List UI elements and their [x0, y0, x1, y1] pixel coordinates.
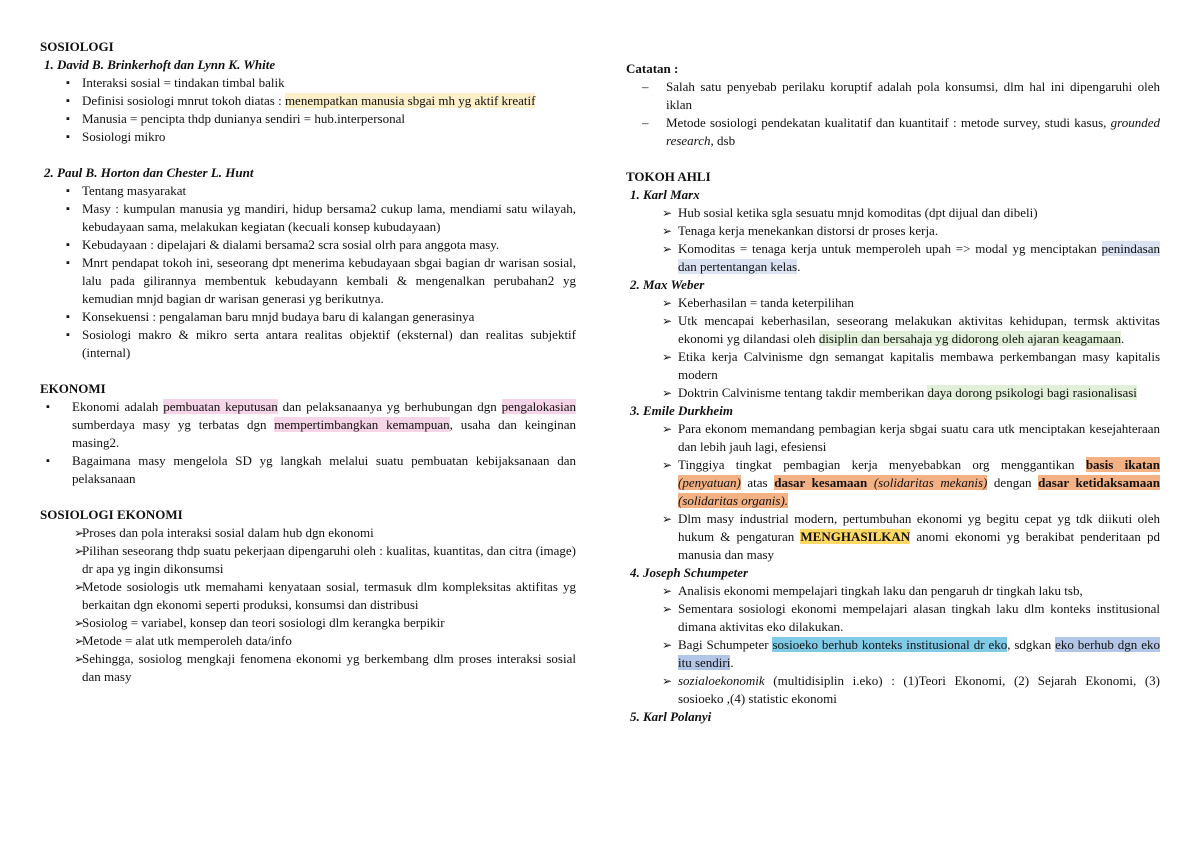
- list-item: ➢ Hub sosial ketika sgla sesuatu mnjd komoditas (dpt dijual dan dibeli): [626, 204, 1160, 222]
- list-item: ▪ Ekonomi adalah pembuatan keputusan dan pelaksanaanya yg berhubungan dgn pengalokasian sumberdaya masy yg terbatas dgn mempertimbangkan kemampuan, usaha dan keinginan masing2.: [40, 398, 576, 452]
- durkheim-list: [626, 420, 1160, 564]
- list-item: ➢ Tinggiya tingkat pembagian kerja menyebabkan org menggantikan basis ikatan (penyatuan) atas dasar kesamaan (solidaritas mekanis) dengan dasar ketidaksamaan (solidaritas organis).: [626, 456, 1160, 510]
- weber-list: [626, 294, 1160, 402]
- highlight-blue: eko berhub dgn eko itu sendiri: [678, 637, 1160, 670]
- list-item: ➢ Doktrin Calvinisme tentang takdir memberikan daya dorong psikologi bagi rasionalisasi: [626, 384, 1160, 402]
- list-item: ▪ Sosiologi makro & mikro serta antara realitas objektif (eksternal) dan realitas subjektif (internal): [40, 326, 576, 362]
- list-item: ▪ Kebudayaan : dipelajari & dialami bersama2 scra sosial olrh para anggota masy.: [40, 236, 576, 254]
- list-item: ▪ Sosiologi mikro: [40, 128, 576, 146]
- horton-list: [40, 182, 576, 362]
- list-item: ➢ sozialoekonomik (multidisiplin i.eko) : (1)Teori Ekonomi, (2) Sejarah Ekonomi, (3) sosioeko ,(4) statistic ekonomi: [626, 672, 1160, 708]
- list-item: ➢ Komoditas = tenaga kerja untuk memperoleh upah => modal yg menciptakan penindasan dan pertentangan kelas.: [626, 240, 1160, 276]
- section-title-ekonomi: EKONOMI: [40, 381, 106, 396]
- highlight-yellow: menempatkan manusia sbgai mh yg aktif kreatif: [284, 93, 536, 108]
- list-item: ➢ Sehingga, sosiolog mengkaji fenomena ekonomi yg berkembang dlm proses interaksi sosial dan masy: [40, 650, 576, 686]
- list-item: ➢ Para ekonom memandang pembagian kerja sbgai suatu cara utk menciptakan kesejahteraan dan lebih jauh lagi, efesiensi: [626, 420, 1160, 456]
- highlight-pink: mempertimbangkan kemampuan: [274, 417, 450, 432]
- list-item: ▪ Tentang masyarakat: [40, 182, 576, 200]
- list-item: ➢ Analisis ekonomi mempelajari tingkah laku dan pengaruh dr tingkah laku tsb,: [626, 582, 1160, 600]
- subsection-title-brinkerhoft: 1. David B. Brinkerhoft dan Lynn K. White: [44, 57, 276, 72]
- subsection-title-durkheim: 3. Emile Durkheim: [630, 403, 733, 418]
- list-item: ➢ Proses dan pola interaksi sosial dalam hub dgn ekonomi: [40, 524, 576, 542]
- list-item: ➢ Metode sosiologis utk memahami kenyataan sosial, termasuk dlm kompleksitas aktifitas yg berkaitan dgn ekonomi seperti produksi, konsumsi dan distribusi: [40, 578, 576, 614]
- highlight-cyan: sosioeko berhub konteks institusional dr eko: [772, 637, 1008, 652]
- highlight-pink: pembuatan keputusan: [163, 399, 278, 414]
- highlight-orange: dasar ketidaksamaan (solidaritas organis).: [678, 475, 1161, 508]
- catatan-title: Catatan :: [626, 61, 679, 76]
- subsection-title-schumpeter: 4. Joseph Schumpeter: [630, 565, 749, 580]
- right-column: [626, 60, 1160, 726]
- ekonomi-list: [40, 398, 576, 488]
- list-item: ▪ Definisi sosiologi mnrut tokoh diatas : menempatkan manusia sbgai mh yg aktif kreatif: [40, 92, 576, 110]
- list-item: – Metode sosiologi pendekatan kualitatif dan kuantitaif : metode survey, studi kasus, grounded research, dsb: [626, 114, 1160, 150]
- section-title-tokoh-ahli: TOKOH AHLI: [626, 169, 711, 184]
- subsection-title-weber: 2. Max Weber: [630, 277, 705, 292]
- highlight-pink: pengalokasian: [501, 399, 576, 414]
- highlight-gold: MENGHASILKAN: [800, 529, 911, 544]
- brinkerhoft-list: [40, 74, 576, 146]
- list-item: ➢ Sementara sosiologi ekonomi mempelajari alasan tingkah laku dlm konteks institusional dimana aktivitas eko dilakukan.: [626, 600, 1160, 636]
- list-item: ➢ Dlm masy industrial modern, pertumbuhan ekonomi yg begitu cepat yg tdk diikuti oleh hukum & pengaturan MENGHASILKAN anomi ekonomi yg berakibat penderitaan pd manusia dan masy: [626, 510, 1160, 564]
- highlight-green: daya dorong psikologi bagi rasionalisasi: [927, 385, 1137, 400]
- subsection-title-marx: 1. Karl Marx: [630, 187, 700, 202]
- list-item: ➢ Etika kerja Calvinisme dgn semangat kapitalis membawa perkembangan masy kapitalis modern: [626, 348, 1160, 384]
- left-column: [40, 38, 576, 686]
- catatan-list: [626, 78, 1160, 150]
- list-item: ➢ Metode = alat utk memperoleh data/info: [40, 632, 576, 650]
- list-item: ➢ Sosiolog = variabel, konsep dan teori sosiologi dlm kerangka berpikir: [40, 614, 576, 632]
- schumpeter-list: [626, 582, 1160, 708]
- subsection-title-polanyi: 5. Karl Polanyi: [630, 709, 712, 724]
- sosiologi-ekonomi-list: [40, 524, 576, 686]
- list-item: ▪ Mnrt pendapat tokoh ini, seseorang dpt menerima kebudayaan sbgai bagian dr warisan sosial, lalu pada gilirannya membentuk kebudayann kembali & mengenalkan perubahan2 yg kemudian mnjd bagian dr warisan generasi yg berikutnya.: [40, 254, 576, 308]
- highlight-orange: basis ikatan (penyatuan): [678, 457, 1160, 490]
- list-item: ➢ Pilihan seseorang thdp suatu pekerjaan dipengaruhi oleh : kualitas, kuantitas, dan citra (image) dr apa yg ingin dikonsumsi: [40, 542, 576, 578]
- list-item: ▪ Manusia = pencipta thdp dunianya sendiri = hub.interpersonal: [40, 110, 576, 128]
- list-item: – Salah satu penyebab perilaku koruptif adalah pola konsumsi, dlm hal ini dipengaruhi oleh iklan: [626, 78, 1160, 114]
- list-item: ▪ Bagaimana masy mengelola SD yg langkah melalui suatu pembuatan kebijaksanaan dan pelaksanaan: [40, 452, 576, 488]
- section-title-sosiologi: SOSIOLOGI: [40, 39, 114, 54]
- list-item: ➢ Keberhasilan = tanda keterpilihan: [626, 294, 1160, 312]
- list-item: ➢ Bagi Schumpeter sosioeko berhub konteks institusional dr eko, sdgkan eko berhub dgn eko itu sendiri.: [626, 636, 1160, 672]
- subsection-title-horton: 2. Paul B. Horton dan Chester L. Hunt: [44, 165, 254, 180]
- highlight-blue: penindasan dan pertentangan kelas: [678, 241, 1160, 274]
- highlight-green: disiplin dan bersahaja yg didorong oleh ajaran keagamaan: [818, 331, 1121, 346]
- list-item: ➢ Utk mencapai keberhasilan, seseorang melakukan aktivitas kehidupan, termsk aktivitas ekonomi yg dilandasi oleh disiplin dan bersahaja yg didorong oleh ajaran keagamaan.: [626, 312, 1160, 348]
- highlight-orange: dasar kesamaan (solidaritas mekanis): [774, 475, 988, 490]
- section-title-sosiologi-ekonomi: SOSIOLOGI EKONOMI: [40, 507, 183, 522]
- marx-list: [626, 204, 1160, 276]
- list-item: ▪ Masy : kumpulan manusia yg mandiri, hidup bersama2 cukup lama, mendiami satu wilayah, kebudayaan sama, melakukan kegiatan (kecuali konsep kubudayaan): [40, 200, 576, 236]
- list-item: ➢ Tenaga kerja menekankan distorsi dr proses kerja.: [626, 222, 1160, 240]
- list-item: ▪ Interaksi sosial = tindakan timbal balik: [40, 74, 576, 92]
- list-item: ▪ Konsekuensi : pengalaman baru mnjd budaya baru di kalangan generasinya: [40, 308, 576, 326]
